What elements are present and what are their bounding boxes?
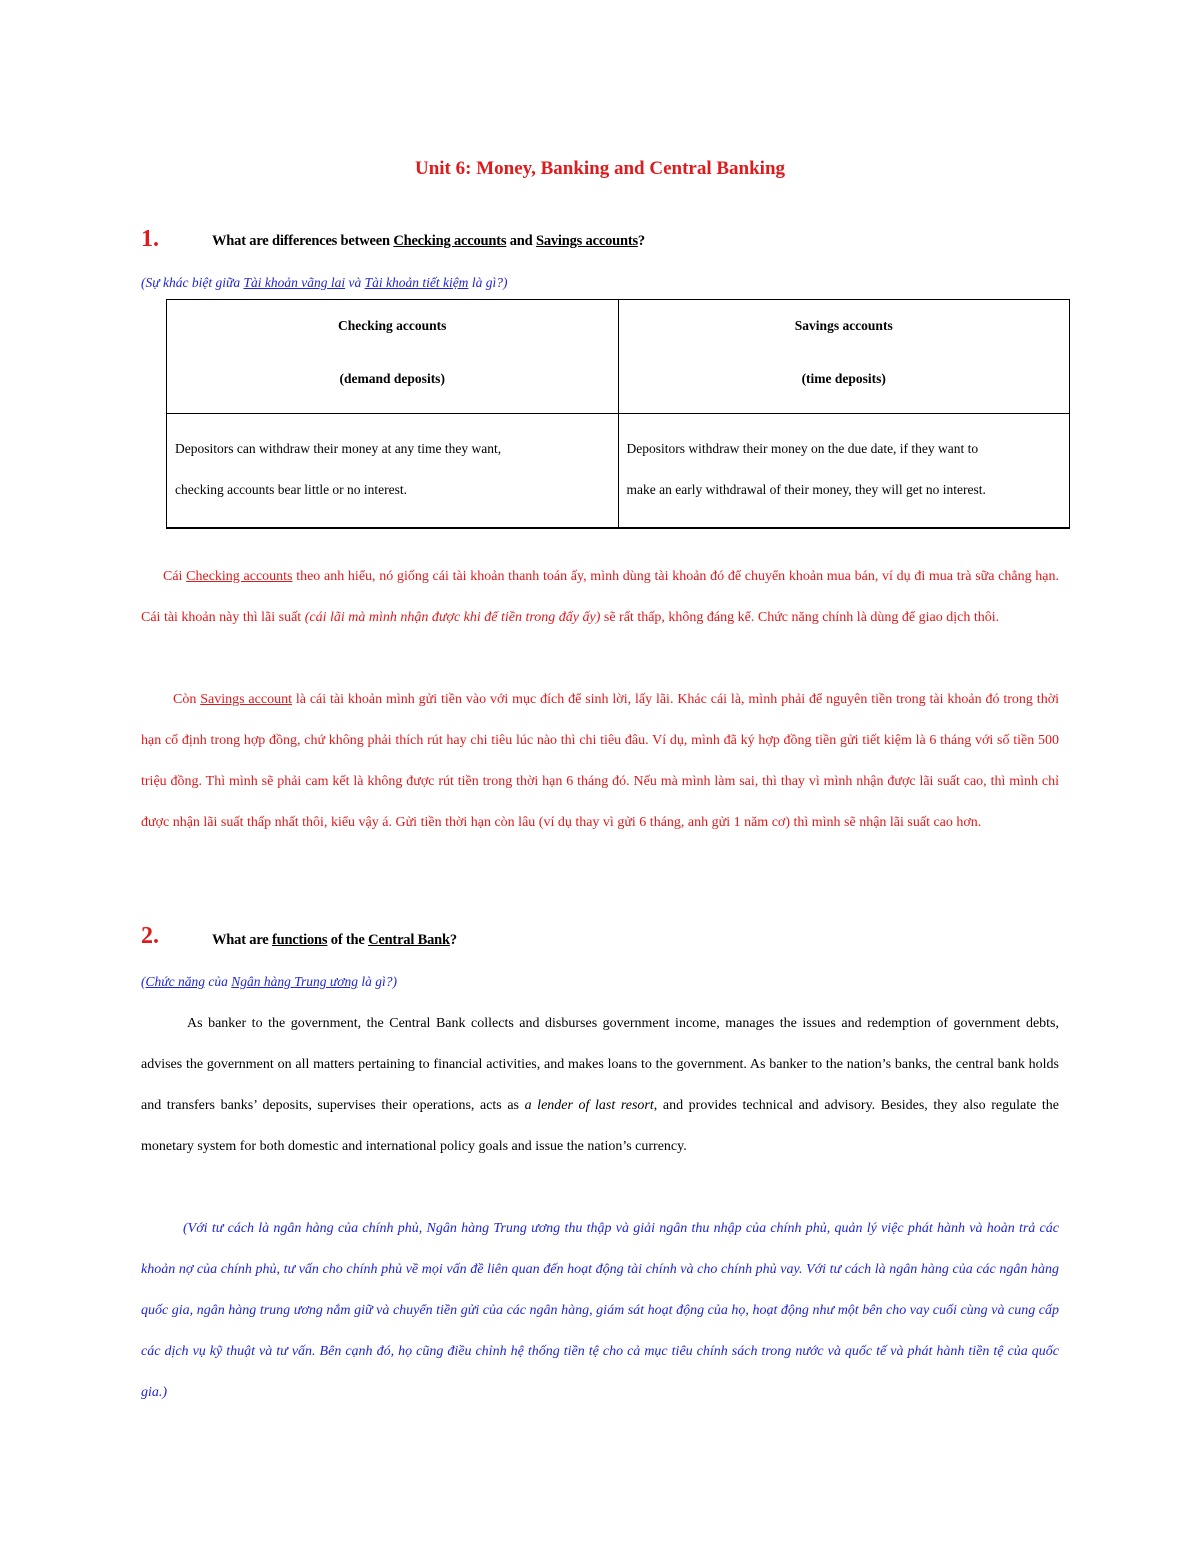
table-header-checking <box>167 300 619 414</box>
comparison-table <box>166 299 1070 529</box>
explain2-text: là cái tài khoản mình gửi tiền vào với mục đích để sinh lời, lấy lãi. Khác cái là, mình phải để nguyên tiền trong tài khoản đó trong thời hạn cố định trong hợp đồng, chứ không phải thích rút hay chi tiêu lúc nào thì chi tiêu đâu. Ví dụ, mình đã ký hợp đồng tiền gửi tiết kiệm là 6 tháng với số tiền 500 triệu đồng. Thì mình sẽ phải cam kết là không được rút tiền trong thời hạn 6 tháng đó. Nếu mà mình làm sai, thì thay vì mình nhận được lãi suất cao, thì mình chỉ được nhận lãi suất thấp nhất thôi, kiểu vậy á. Gửi tiền thời hạn còn lâu (ví dụ thay vì gửi 6 tháng, anh gửi 1 năm cơ) thì mình sẽ nhận lãi suất cao hơn. <box>141 692 1059 830</box>
question-1-text <box>212 233 645 250</box>
checking-title: Checking accounts <box>338 318 447 333</box>
explain1-text-a: theo anh hiểu, nó giống cái tài khoản thanh toán ấy, mình dùng tài khoản đó để chuyển khoản mua bán, ví dụ đi mua trà sữa chẳng hạn. Cái tài khoản này thì lãi suất <box>141 569 1059 625</box>
savings-desc-line-2: make an early withdrawal of their money, they will get no interest. <box>626 482 986 497</box>
checking-subtitle: (demand deposits) <box>339 371 445 386</box>
checking-explanation <box>141 556 1059 638</box>
checking-desc-line-2: checking accounts bear little or no interest. <box>175 482 408 497</box>
checking-desc-line-1: Depositors can withdraw their money at any time they want, <box>175 441 502 456</box>
question-2-term-central-bank: Central Bank <box>368 932 450 948</box>
question-1-prefix: What are differences between <box>212 233 394 249</box>
explain1-text-b: sẽ rất thấp, không đáng kể. Chức năng chính là dùng để giao dịch thôi. <box>600 610 1000 625</box>
central-bank-translation <box>141 1208 1059 1413</box>
question-1-mid: and <box>506 233 536 249</box>
savings-title: Savings accounts <box>794 318 893 333</box>
explain1-italic: (cái lãi mà mình nhận được khi để tiền trong đấy ấy) <box>304 610 601 625</box>
q1-trans-term1: Tài khoản vãng lai <box>243 275 346 290</box>
answer2-italic: a lender of last resort <box>524 1098 654 1113</box>
checking-description <box>167 414 619 529</box>
savings-subtitle: (time deposits) <box>801 371 886 386</box>
question-1-translation <box>141 275 507 291</box>
table-header-savings <box>618 300 1070 414</box>
q2-trans-mid: của <box>204 974 232 989</box>
table-header-row <box>167 300 1070 414</box>
page-title: Unit 6: Money, Banking and Central Banking <box>414 158 786 179</box>
question-1-term-checking: Checking accounts <box>393 233 507 249</box>
question-2-prefix: What are <box>212 932 272 948</box>
central-bank-answer <box>141 1003 1059 1167</box>
explain2-term: Savings account <box>200 692 292 707</box>
question-2-suffix: ? <box>449 932 457 948</box>
question-2-translation <box>141 974 397 990</box>
question-2-number: 2. <box>141 923 159 949</box>
q2-trans-term1: Chức năng <box>145 974 205 989</box>
question-1-number: 1. <box>141 226 159 252</box>
explain2-lead: Còn <box>173 692 201 707</box>
question-2-text <box>212 932 457 949</box>
question-2-term-functions: functions <box>271 932 328 948</box>
question-2-mid: of the <box>327 932 369 948</box>
q1-trans-suffix: là gì?) <box>468 275 508 290</box>
table-row <box>167 414 1070 529</box>
q1-trans-term2: Tài khoản tiết kiệm <box>364 275 469 290</box>
savings-explanation <box>141 679 1059 843</box>
q2-trans-suffix: là gì?) <box>357 974 397 989</box>
explain1-term: Checking accounts <box>186 569 293 584</box>
savings-desc-line-1: Depositors withdraw their money on the due date, if they want to <box>626 441 979 456</box>
q1-trans-prefix: (Sự khác biệt giữa <box>141 275 244 290</box>
translation2-text: (Với tư cách là ngân hàng của chính phủ, Ngân hàng Trung ương thu thập và giải ngân thu nhập của chính phủ, quản lý việc phát hành và hoàn trả các khoản nợ của chính phủ, tư vấn cho chính phủ về mọi vấn đề liên quan đến hoạt động tài chính và cho chính phủ vay. Với tư cách là ngân hàng của các ngân hàng quốc gia, ngân hàng trung ương nắm giữ và chuyển tiền gửi của các ngân hàng, giám sát hoạt động của họ, hoạt động như một bên cho vay cuối cùng và cung cấp các dịch vụ kỹ thuật và tư vấn. Bên cạnh đó, họ cũng điều chỉnh hệ thống tiền tệ cho cả mục tiêu chính sách trong nước và quốc tế và phát hành tiền tệ của quốc gia.) <box>141 1221 1059 1400</box>
q2-trans-term2: Ngân hàng Trung ương <box>231 974 358 989</box>
q1-trans-mid: và <box>345 275 365 290</box>
question-1-term-savings: Savings accounts <box>535 233 638 249</box>
explain1-lead: Cái <box>163 569 187 584</box>
q2-trans-prefix: ( <box>141 974 146 989</box>
answer2-text-a: As banker to the government, the Central Bank collects and disburses government income, manages the issues and redemption of government debts, advises the government on all matters pertaining to financial activities, and makes loans to the government. As banker to the nation’s banks, the central bank holds and transfers banks’ deposits, supervises their operations, acts as <box>141 1016 1059 1113</box>
savings-description <box>618 414 1070 529</box>
question-1-suffix: ? <box>637 233 645 249</box>
answer2-text-b: , and provides technical and advisory. Besides, they also regulate the monetary system for both domestic and international policy goals and issue the nation’s currency. <box>141 1098 1059 1154</box>
